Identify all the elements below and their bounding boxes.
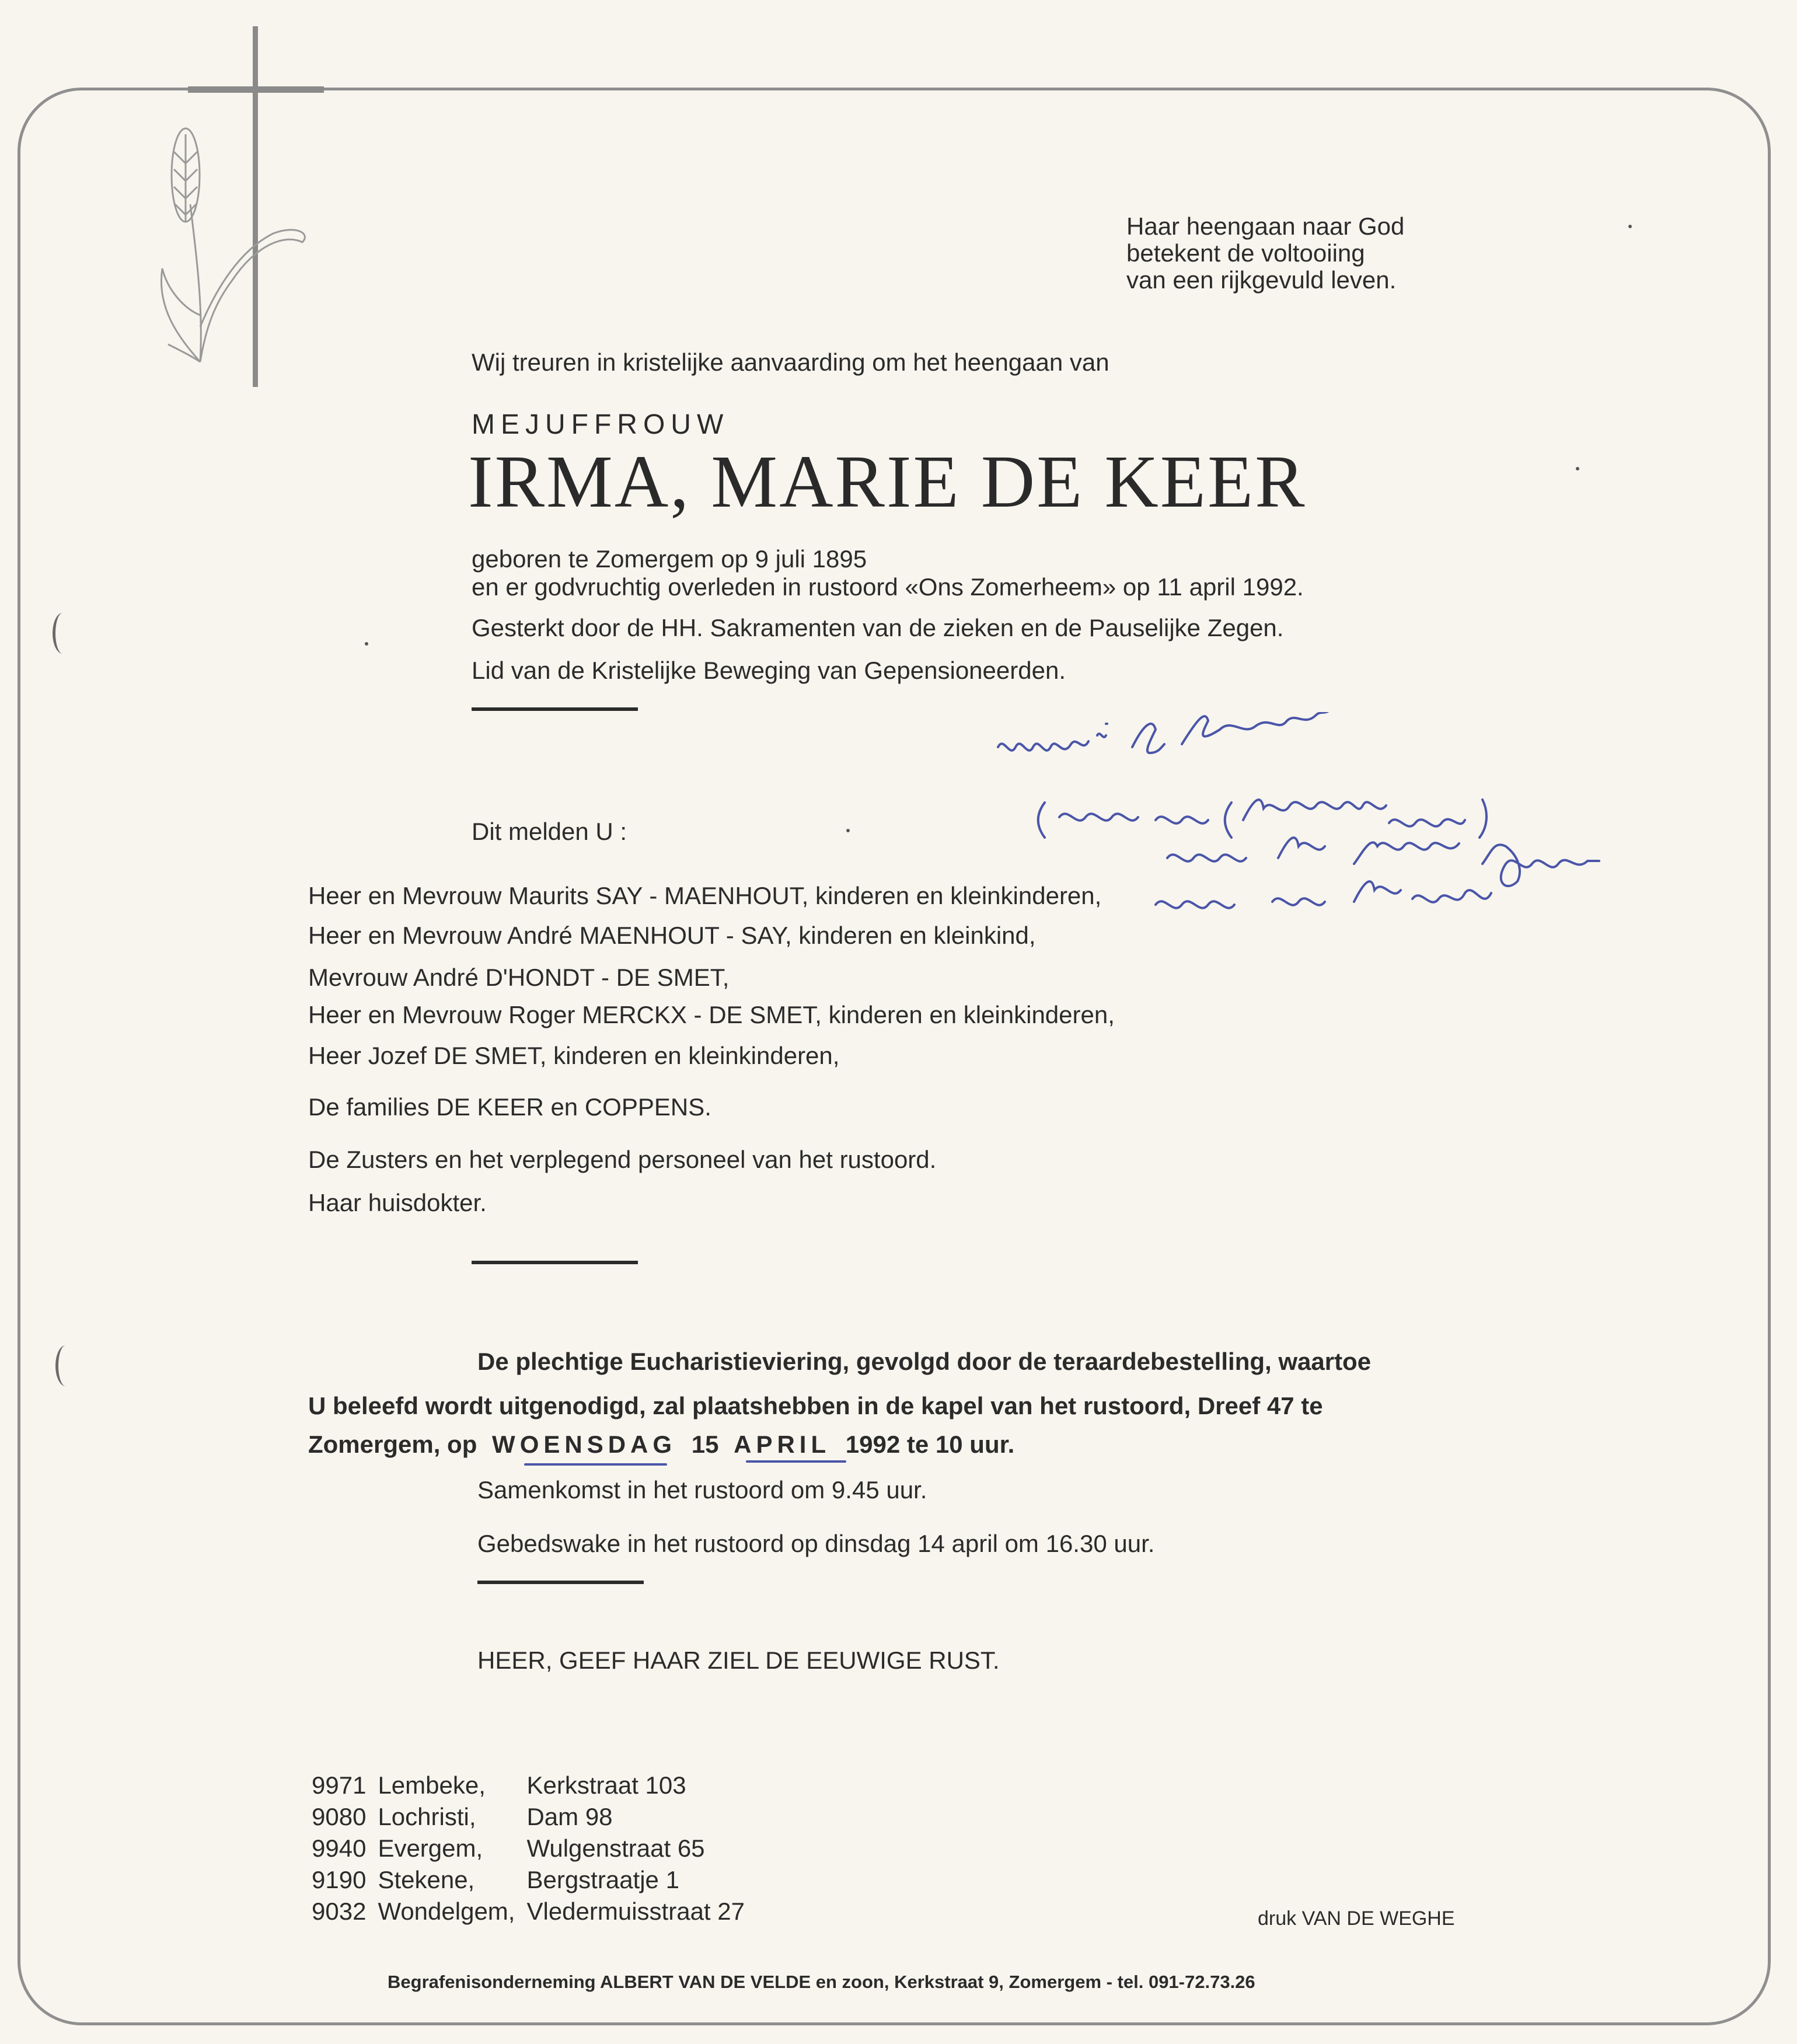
cross-bar	[188, 86, 324, 93]
mourner-line: Heer Jozef DE SMET, kinderen en kleinkinderen,	[308, 1042, 840, 1069]
mourner-line: Heer en Mevrouw Maurits SAY - MAENHOUT, kinderen en kleinkinderen,	[308, 882, 1102, 909]
wheat-icon	[145, 117, 314, 385]
divider	[477, 1581, 644, 1584]
announce-text: Dit melden U :	[472, 818, 627, 845]
bio-membership: Lid van de Kristelijke Beweging van Gepensioneerden.	[472, 657, 1066, 684]
intro-text: Wij treuren in kristelijke aanvaarding om het heengaan van	[472, 348, 1109, 376]
address-list	[312, 1770, 756, 1927]
mourner-line: Mevrouw André D'HONDT - DE SMET,	[308, 964, 730, 991]
mourner-line: De families DE KEER en COPPENS.	[308, 1093, 711, 1121]
vigil-text: Gebedswake in het rustoord op dinsdag 14 april om 16.30 uur.	[477, 1530, 1155, 1557]
service-month: APRIL	[734, 1431, 831, 1458]
address-row: 9971 Lembeke, Kerkstraat 103	[312, 1771, 686, 1799]
address-row: 9940 Evergem, Wulgenstraat 65	[312, 1834, 705, 1862]
mourner-line: Heer en Mevrouw Roger MERCKX - DE SMET, kinderen en kleinkinderen,	[308, 1001, 1115, 1028]
bio-birth: geboren te Zomergem op 9 juli 1895	[472, 545, 867, 573]
handwritten-note	[981, 712, 1768, 946]
prayer-text: HEER, GEEF HAAR ZIEL DE EEUWIGE RUST.	[477, 1647, 1000, 1674]
service-suffix: 1992 te 10 uur.	[845, 1431, 1015, 1458]
printer-credit: druk VAN DE WEGHE	[1258, 1907, 1455, 1930]
address-row: 9080 Lochristi, Dam 98	[312, 1803, 613, 1830]
punch-hole	[55, 1345, 76, 1386]
staff-line: De Zusters en het verplegend personeel van het rustoord.	[308, 1146, 937, 1173]
address-row: 9190 Stekene, Bergstraatje 1	[312, 1866, 679, 1893]
paper-speck	[365, 642, 368, 646]
mourner-line: Heer en Mevrouw André MAENHOUT - SAY, kinderen en kleinkind,	[308, 922, 1036, 949]
motto-line: Haar heengaan naar God	[1126, 212, 1405, 240]
service-line1: De plechtige Eucharistieviering, gevolgd door de teraardebestelling, waartoe	[477, 1348, 1372, 1375]
paper-speck	[846, 829, 850, 832]
service-date: 15	[691, 1431, 719, 1458]
motto-line: van een rijkgevuld leven.	[1126, 266, 1397, 294]
address-row: 9032 Wondelgem, Vledermuisstraat 27	[312, 1897, 745, 1925]
pen-underline	[524, 1463, 667, 1466]
bio-death: en er godvruchtig overleden in rustoord «Ons Zomerheem» op 11 april 1992.	[472, 573, 1304, 601]
divider	[472, 1261, 638, 1264]
deceased-name: IRMA, MARIE DE KEER	[468, 440, 1307, 523]
undertaker-footer: Begrafenisonderneming ALBERT VAN DE VELDE en zoon, Kerkstraat 9, Zomergem - tel. 091-72.73.26	[388, 1972, 1255, 1992]
service-prefix: Zomergem, op	[308, 1431, 477, 1458]
salutation: MEJUFFROUW	[472, 409, 730, 440]
motto-line: betekent de voltooiing	[1126, 239, 1365, 267]
paper-speck	[1576, 467, 1579, 470]
bio-sacraments: Gesterkt door de HH. Sakramenten van de zieken en de Pauselijke Zegen.	[472, 614, 1284, 641]
service-day: WOENSDAG	[492, 1431, 677, 1458]
paper-speck	[1628, 225, 1632, 228]
service-line2: U beleefd wordt uitgenodigd, zal plaatshebben in de kapel van het rustoord, Dreef 47 te	[308, 1392, 1323, 1419]
gathering-text: Samenkomst in het rustoord om 9.45 uur.	[477, 1476, 927, 1504]
pen-underline	[746, 1460, 846, 1463]
motto	[1126, 213, 1404, 294]
service-line3	[308, 1432, 1014, 1457]
punch-hole	[53, 613, 73, 654]
divider	[472, 707, 638, 711]
staff-line: Haar huisdokter.	[308, 1189, 487, 1216]
